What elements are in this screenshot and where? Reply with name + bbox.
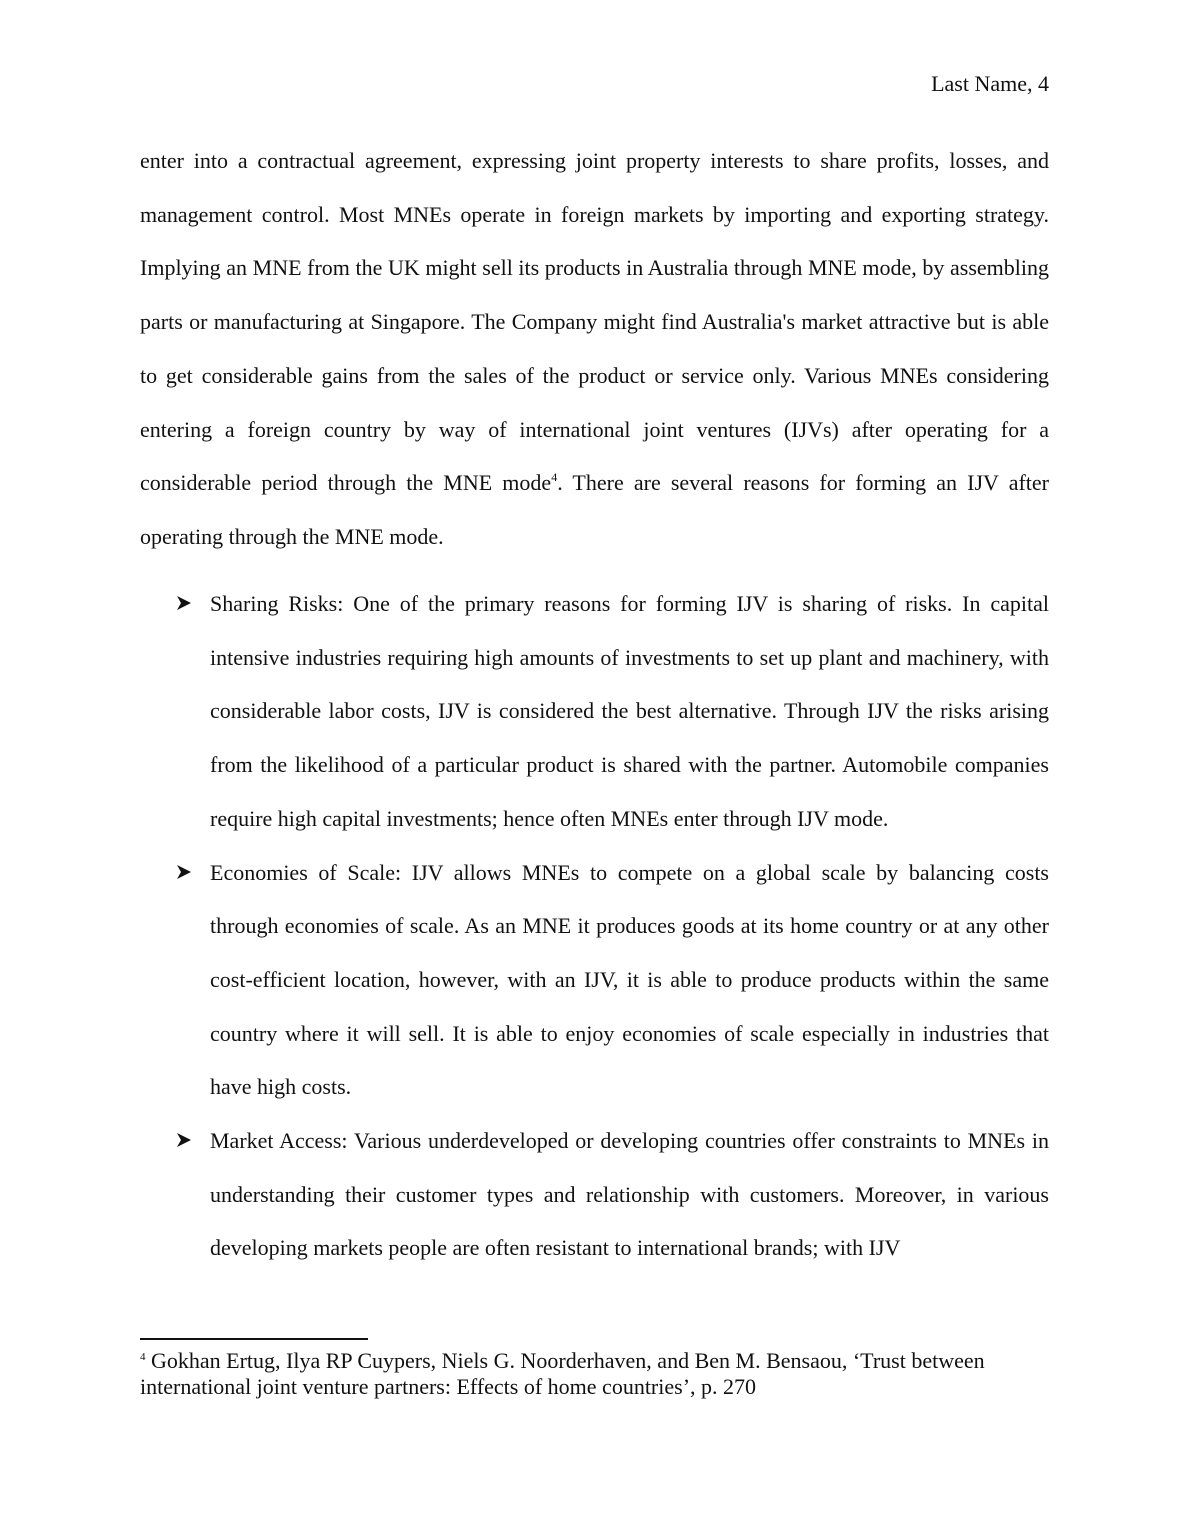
paragraph-text-continued: . There are several reasons for forming an IJV after operating through the MNE mode. <box>140 470 1049 549</box>
running-head: Last Name, 4 <box>931 71 1049 96</box>
footnote-text: Gokhan Ertug, Ilya RP Cuypers, Niels G. Noorderhaven, and Ben M. Bensaou, ‘Trust between international joint venture partners: Effects of home countries’, p. 270 <box>140 1348 985 1399</box>
bullet-text: Economies of Scale: IJV allows MNEs to compete on a global scale by balancing costs through economies of scale. As an MNE it produces goods at its home country or at any other cost-efficient location, however, with an IJV, it is able to produce products within the same country where it will sell. It is able to enjoy economies of scale especially in industries that have high costs. <box>210 859 1049 1100</box>
bullet-list <box>140 577 1049 1275</box>
paragraph-text: enter into a contractual agreement, expressing joint property interests to share profits, losses, and management control. Most MNEs operate in foreign markets by importing and exporting strategy. Implying an MNE from the UK might sell its products in Australia through MNE mode, by assembling parts or manufacturing at Singapore. The Company might find Australia's market attractive but is able to get considerable gains from the sales of the product or service only. Various MNEs considering entering a foreign country by way of international joint ventures (IJVs) after operating for a considerable period through the MNE mode <box>140 148 1049 496</box>
list-item <box>140 577 1049 846</box>
footnote <box>140 1348 1049 1400</box>
arrowhead-bullet-icon <box>176 846 196 900</box>
footnote-reference[interactable]: 4 <box>551 470 558 485</box>
list-item <box>140 1114 1049 1275</box>
body-paragraph <box>140 134 1049 564</box>
arrowhead-bullet-icon <box>176 1114 196 1168</box>
footnote-separator <box>140 1338 368 1340</box>
bullet-text: Sharing Risks: One of the primary reasons for forming IJV is sharing of risks. In capital intensive industries requiring high amounts of investments to set up plant and machinery, with considerable labor costs, IJV is considered the best alternative. Through IJV the risks arising from the likelihood of a particular product is shared with the partner. Automobile companies require high capital investments; hence often MNEs enter through IJV mode. <box>210 591 1049 831</box>
list-item <box>140 846 1049 1115</box>
bullet-text: Market Access: Various underdeveloped or developing countries offer constraints to MNEs in understanding their customer types and relationship with customers. Moreover, in various developing markets people are often resistant to international brands; with IJV <box>210 1128 1049 1261</box>
footnote-marker: 4 <box>140 1351 146 1363</box>
arrowhead-bullet-icon <box>176 577 196 631</box>
